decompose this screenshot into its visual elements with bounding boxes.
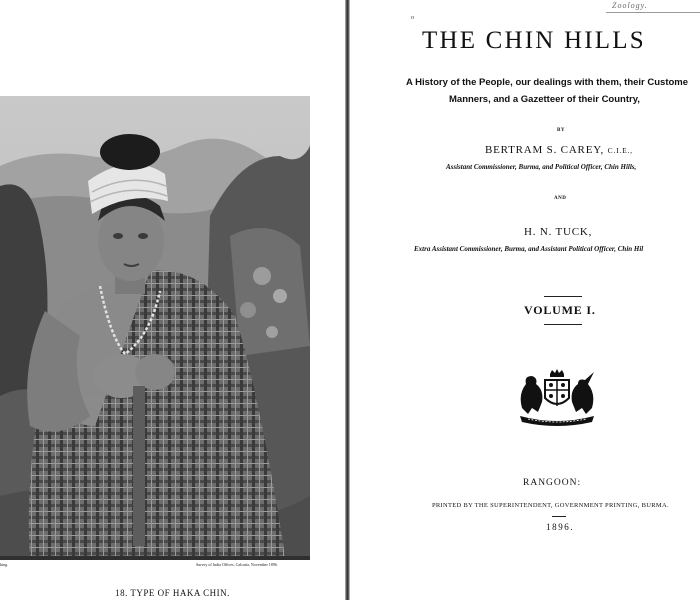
title-page [350,0,700,600]
author-1-honour: C.I.E., [607,146,633,155]
author-2-name: H. N. TUCK, [524,226,593,238]
left-page [0,0,345,600]
author-2-affiliation: Extra Assistant Commissioner, Burma, and Assistant Political Officer, Chin Hil [414,245,644,253]
author-1-affiliation: Assistant Commissioner, Burma, and Political Officer, Chin Hills, [446,163,637,171]
corner-mark: o [411,15,414,21]
plate-credit-right: Survey of India Offices, Calcutta, November 1896. [196,562,278,567]
author-1 [485,144,633,156]
book-title: THE CHIN HILLS [422,27,646,54]
by-label: BY [557,128,565,133]
printer-line: PRINTED BY THE SUPERINTENDENT, GOVERNMENT PRINTING, BURMA. [432,502,669,509]
volume-rule-bottom [544,324,582,325]
library-stamp: Zoology. [612,1,648,10]
place-of-publication: RANGOON: [523,478,582,488]
subtitle-line-1: A History of the People, our dealings with them, their Custome [406,77,689,88]
publication-year: 1896. [546,522,575,532]
and-label: AND [554,196,567,201]
stamp-underline [606,12,700,13]
volume-label: VOLUME I. [524,303,596,317]
plate-caption: 18. TYPE OF HAKA CHIN. [115,588,230,598]
volume-rule-top [544,296,582,297]
year-rule [552,516,566,517]
subtitle-line-2: Manners, and a Gazetteer of their Country, [449,94,640,105]
subtitle [406,74,688,108]
plate-credit-left: hing. [0,562,9,567]
frontispiece-photo [0,96,310,560]
royal-crest-icon [514,368,600,426]
author-1-name: BERTRAM S. CAREY, [485,144,605,156]
